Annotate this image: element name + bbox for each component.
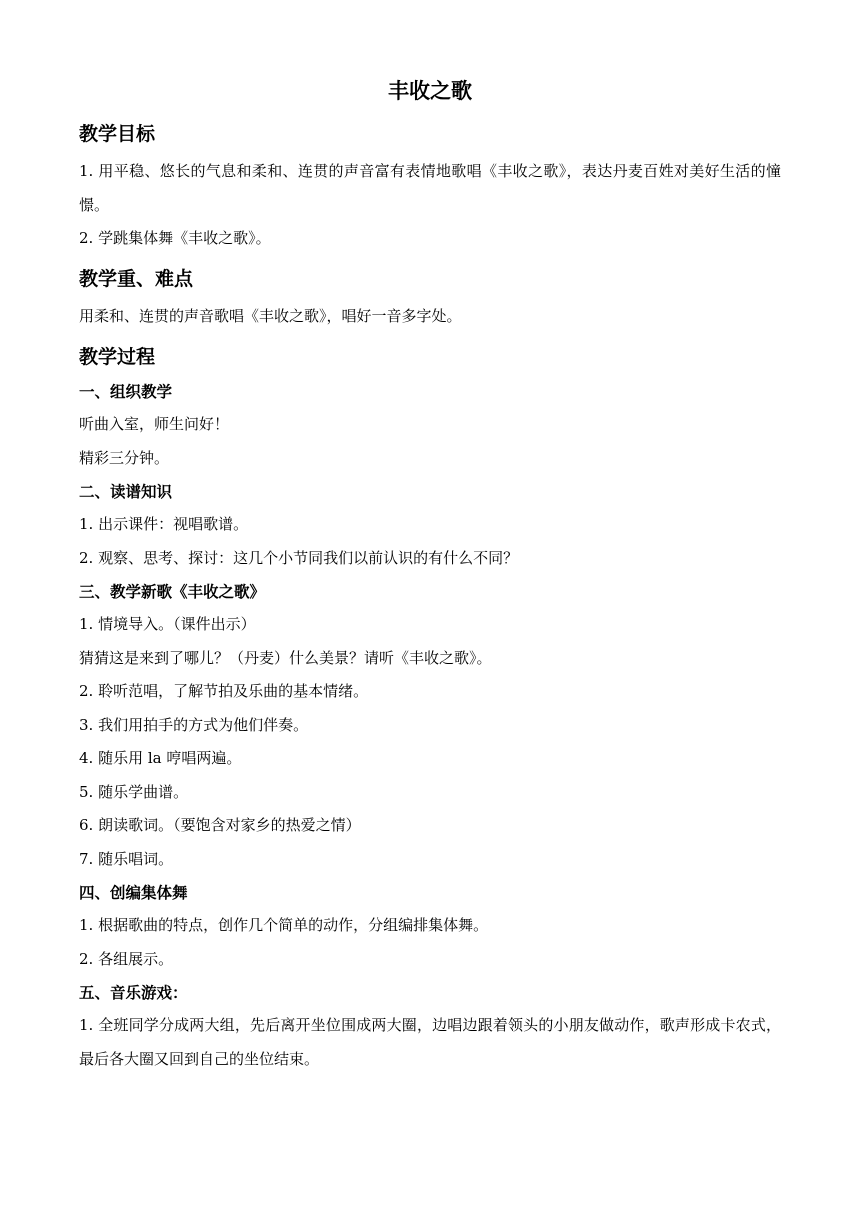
- process-item: 3. 我们用拍手的方式为他们伴奏。: [79, 715, 309, 734]
- key-point-item-1: 用柔和、连贯的声音歌唱《丰收之歌》，唱好一音多字处。: [79, 306, 462, 325]
- document-title: 丰收之歌: [388, 79, 472, 103]
- process-part-1: [79, 381, 781, 475]
- process-item: 4. 随乐用 la 哼唱两遍。: [79, 749, 242, 767]
- process-item: 5. 随乐学曲谱。: [79, 782, 189, 801]
- process-item: 2. 各组展示。: [79, 949, 174, 968]
- process-part-heading: 三、教学新歌《丰收之歌》: [79, 583, 266, 601]
- section-process: [79, 343, 781, 1076]
- document-body: [79, 120, 781, 1076]
- process-item: 1. 出示课件：视唱歌谱。: [79, 515, 249, 533]
- process-item: 2. 观察、思考、探讨：这几个小节同我们以前认识的有什么不同？: [79, 548, 519, 567]
- process-part-heading: 五、音乐游戏：: [79, 984, 188, 1002]
- objective-item-1: 1. 用平稳、悠长的气息和柔和、连贯的声音富有表情地歌唱《丰收之歌》，表达丹麦百姓对美好生活的憧憬。: [79, 162, 781, 214]
- section-key-points: [79, 265, 781, 334]
- process-part-heading: 四、创编集体舞: [79, 884, 188, 902]
- process-part-3: [79, 581, 781, 876]
- process-part-heading: 二、读谱知识: [79, 483, 173, 501]
- process-item: 精彩三分钟。: [79, 448, 170, 467]
- process-item: 1. 全班同学分成两大组，先后离开坐位围成两大圈，边唱边跟着领头的小朋友做动作，歌声形成卡农式，最后各大圈又回到自己的坐位结束。: [79, 1016, 781, 1068]
- process-part-4: [79, 882, 781, 976]
- process-part-heading: 一、组织教学: [79, 383, 173, 401]
- section-heading-objectives: 教学目标: [79, 123, 156, 145]
- process-part-5: [79, 982, 781, 1076]
- process-part-2: [79, 481, 781, 575]
- process-item: 1. 根据歌曲的特点，创作几个简单的动作，分组编排集体舞。: [79, 916, 489, 934]
- process-item: 6. 朗读歌词。（要饱含对家乡的热爱之情）: [79, 816, 361, 834]
- process-item: 听曲入室，师生问好！: [79, 415, 230, 433]
- process-item: 1. 情境导入。（课件出示）: [79, 615, 256, 633]
- process-item: 7. 随乐唱词。: [79, 849, 174, 868]
- process-item: 猜猜这是来到了哪儿？（丹麦）什么美景？请听《丰收之歌》。: [79, 648, 492, 667]
- section-objectives: [79, 120, 781, 256]
- objective-item-2: 2. 学跳集体舞《丰收之歌》。: [79, 229, 271, 247]
- section-heading-process: 教学过程: [79, 346, 156, 368]
- section-heading-key-points: 教学重、难点: [79, 267, 194, 290]
- process-item: 2. 聆听范唱，了解节拍及乐曲的基本情绪。: [79, 682, 369, 700]
